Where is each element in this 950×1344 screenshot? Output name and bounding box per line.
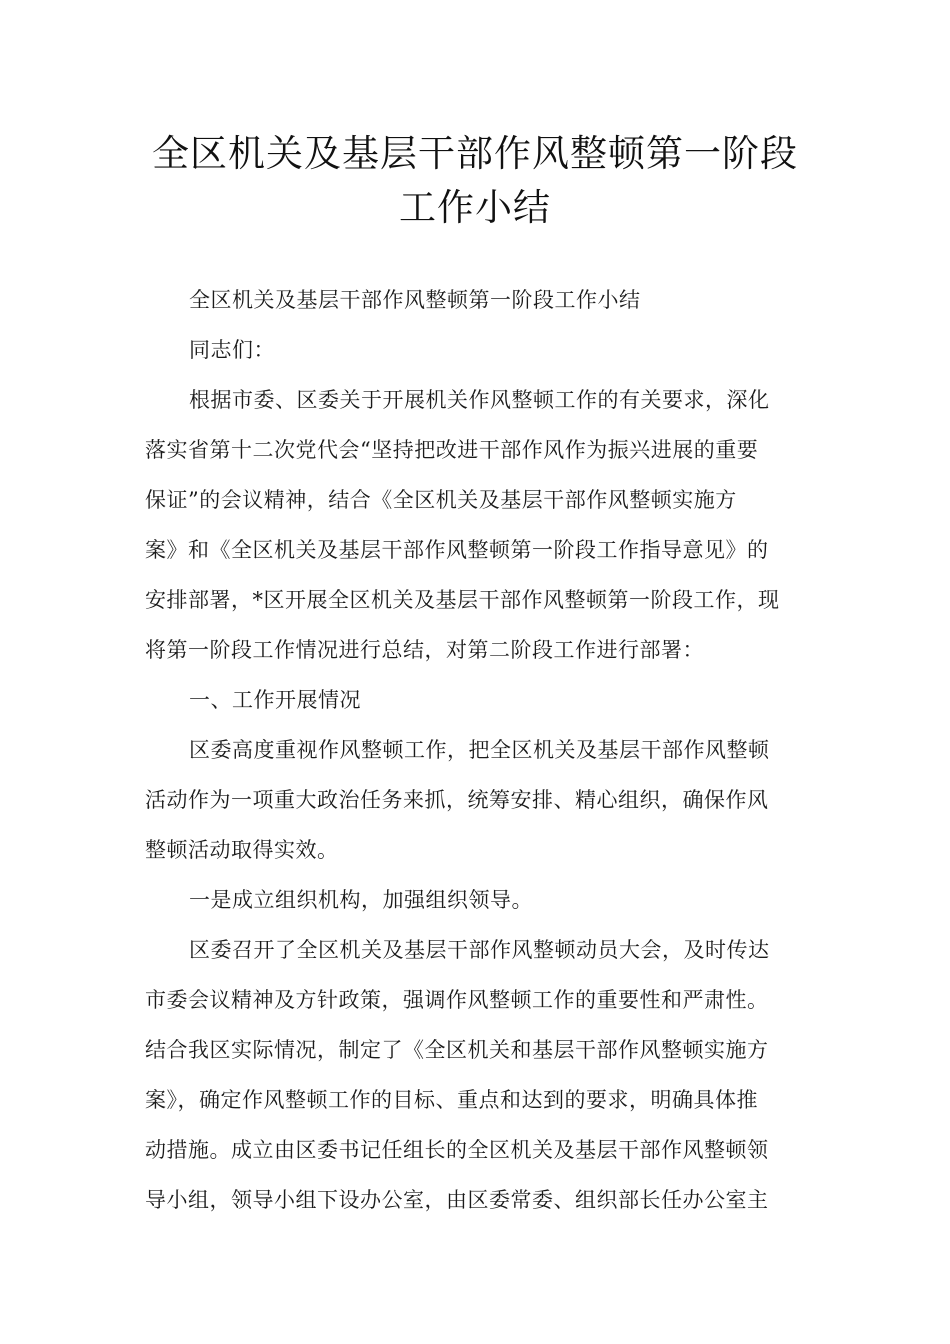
paragraph-line: 案》，确定作风整顿工作的目标、重点和达到的要求，明确具体推 (145, 1088, 758, 1112)
paragraph-line: 市委会议精神及方针政策，强调作风整顿工作的重要性和严肃性。 (145, 988, 769, 1012)
paragraph-line: 导小组，领导小组下设办公室，由区委常委、组织部长任办公室主 (145, 1188, 769, 1212)
paragraph-line: 整顿活动取得实效。 (145, 838, 339, 862)
salutation: 同志们： (189, 338, 275, 362)
paragraph-line: 结合我区实际情况，制定了《全区机关和基层干部作风整顿实施方 (145, 1038, 769, 1062)
paragraph-line: 区委高度重视作风整顿工作，把全区机关及基层干部作风整顿 (189, 738, 770, 762)
point1-paragraph (145, 925, 810, 1225)
document-subtitle: 全区机关及基层干部作风整顿第一阶段工作小结 (189, 288, 641, 312)
document-title-line-1: 全区机关及基层干部作风整顿第一阶段 (152, 132, 798, 175)
paragraph-line: 落实省第十二次党代会“坚持把改进干部作风作为振兴进展的重要 (145, 438, 759, 462)
paragraph-line: 动措施。成立由区委书记任组长的全区机关及基层干部作风整顿领 (145, 1138, 769, 1162)
document-title-line-2: 工作小结 (399, 186, 551, 229)
paragraph-line: 将第一阶段工作情况进行总结，对第二阶段工作进行部署： (145, 638, 704, 662)
paragraph-line: 活动作为一项重大政治任务来抓，统筹安排、精心组织，确保作风 (145, 788, 769, 812)
paragraph-line: 根据市委、区委关于开展机关作风整顿工作的有关要求，深化 (189, 388, 770, 412)
section1-paragraph (145, 725, 810, 875)
paragraph-line: 案》和《全区机关及基层干部作风整顿第一阶段工作指导意见》的 (145, 538, 769, 562)
paragraph-line: 区委召开了全区机关及基层干部作风整顿动员大会，及时传达 (189, 938, 770, 962)
point-heading: 一是成立组织机构，加强组织领导。 (189, 888, 533, 912)
intro-paragraph (145, 375, 810, 675)
paragraph-line: 保证”的会议精神，结合《全区机关及基层干部作风整顿实施方 (145, 488, 737, 512)
section-heading: 一、工作开展情况 (189, 688, 361, 712)
paragraph-line: 安排部署，*区开展全区机关及基层干部作风整顿第一阶段工作，现 (145, 588, 780, 612)
